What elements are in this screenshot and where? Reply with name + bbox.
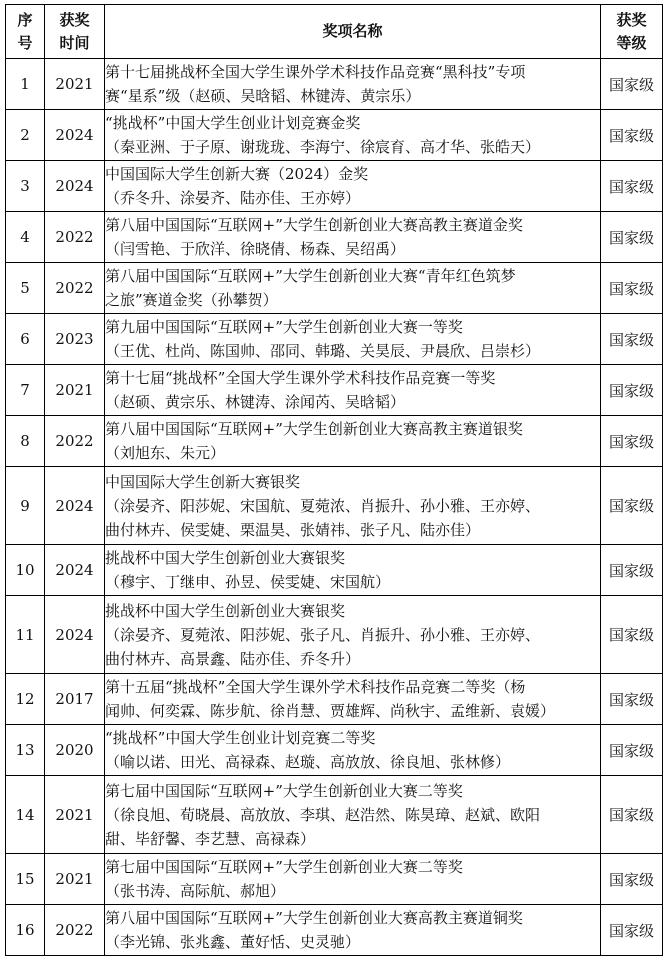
row-year: 2024 [45, 596, 105, 674]
header-grade-line2: 等级 [616, 33, 647, 52]
row-year: 2020 [45, 725, 105, 776]
award-name-line: 挑战杯中国大学生创新创业大赛银奖 [105, 601, 346, 620]
award-name-line: 挑战杯中国大学生创新创业大赛银奖 [105, 549, 346, 567]
header-seq-line2: 号 [17, 33, 33, 52]
table-row [6, 314, 663, 365]
row-seq: 16 [6, 905, 45, 956]
row-seq: 12 [6, 674, 45, 725]
table-row [6, 674, 663, 725]
table-row [6, 776, 663, 854]
table-row [6, 59, 663, 110]
table-row [6, 545, 663, 596]
award-name-line: （张书涛、高际航、郝旭） [105, 882, 286, 900]
table-row [6, 467, 663, 545]
table-row [6, 212, 663, 263]
award-name-line: 闻帅、何奕霖、陈步航、徐肖慧、贾雄辉、尚秋宇、孟维新、袁媛） [105, 702, 556, 720]
award-name-line: （徐良旭、荀晓晨、高放放、李琪、赵浩然、陈昊璋、赵斌、欧阳 [105, 805, 541, 824]
award-name-line: （李光锦、张兆鑫、董好恬、史灵驰） [105, 933, 361, 951]
row-seq: 13 [6, 725, 45, 776]
row-award-name [105, 110, 601, 161]
row-seq: 14 [6, 776, 45, 854]
award-name-line: 第八届中国国际“互联网+”大学生创新创业大赛高教主赛道金奖 [105, 216, 523, 234]
row-award-name [105, 263, 601, 314]
row-year: 2024 [45, 467, 105, 545]
row-award-name [105, 596, 601, 674]
row-grade: 国家级 [601, 545, 663, 596]
row-year: 2022 [45, 416, 105, 467]
row-award-name [105, 365, 601, 416]
row-award-name [105, 467, 601, 545]
row-year: 2021 [45, 776, 105, 854]
header-seq [6, 5, 45, 59]
header-name: 奖项名称 [105, 5, 601, 59]
award-name-line: 赛“星系”级（赵硕、吴晗韬、林键涛、黄宗乐） [105, 87, 421, 105]
row-seq: 5 [6, 263, 45, 314]
award-name-line: （秦亚洲、于子原、谢珑珑、李海宁、徐宸育、高才华、张皓天） [105, 138, 541, 156]
header-time-line2: 时间 [59, 33, 90, 52]
row-award-name [105, 314, 601, 365]
table-row [6, 596, 663, 674]
row-award-name [105, 674, 601, 725]
row-award-name [105, 776, 601, 854]
row-year: 2021 [45, 365, 105, 416]
row-year: 2024 [45, 161, 105, 212]
row-grade: 国家级 [601, 674, 663, 725]
award-name-line: （喻以诺、田光、高禄森、赵璇、高放放、徐良旭、张林修） [105, 753, 511, 771]
header-time-line1: 获奖 [59, 10, 90, 29]
award-name-line: “挑战杯”中国大学生创业计划竞赛二等奖 [105, 729, 376, 747]
row-grade: 国家级 [601, 110, 663, 161]
award-name-line: 中国国际大学生创新大赛（2024）金奖 [105, 165, 369, 183]
row-award-name [105, 854, 601, 905]
row-seq: 10 [6, 545, 45, 596]
row-year: 2017 [45, 674, 105, 725]
row-award-name [105, 212, 601, 263]
row-seq: 4 [6, 212, 45, 263]
award-name-line: 第八届中国国际“互联网+”大学生创新创业大赛“青年红色筑梦 [105, 267, 516, 285]
row-award-name [105, 725, 601, 776]
row-grade: 国家级 [601, 314, 663, 365]
row-grade: 国家级 [601, 596, 663, 674]
row-grade: 国家级 [601, 365, 663, 416]
row-grade: 国家级 [601, 854, 663, 905]
award-name-line: “挑战杯”中国大学生创业计划竞赛金奖 [105, 114, 361, 132]
row-grade: 国家级 [601, 161, 663, 212]
table-row [6, 905, 663, 956]
award-name-line: （闫雪艳、于欣洋、徐晓倩、杨森、吴绍禹） [105, 240, 406, 258]
row-year: 2021 [45, 59, 105, 110]
award-name-line: 甜、毕舒馨、李艺慧、高禄森） [105, 829, 316, 848]
row-seq: 15 [6, 854, 45, 905]
header-time [45, 5, 105, 59]
row-year: 2021 [45, 854, 105, 905]
row-grade: 国家级 [601, 467, 663, 545]
row-grade: 国家级 [601, 776, 663, 854]
award-name-line: （刘旭东、朱元） [105, 444, 226, 462]
award-name-line: （王优、杜尚、陈国帅、邵同、韩璐、关昊辰、尹晨欣、吕崇杉） [105, 342, 541, 360]
award-name-line: 第八届中国国际“互联网+”大学生创新创业大赛高教主赛道银奖 [105, 420, 523, 438]
award-name-line: （赵硕、黄宗乐、林键涛、涂闻芮、吴晗韬） [105, 393, 406, 411]
award-name-line: 第八届中国国际“互联网+”大学生创新创业大赛高教主赛道铜奖 [105, 909, 523, 927]
award-name-line: 第十七届“挑战杯”全国大学生课外学术科技作品竞赛一等奖 [105, 369, 496, 387]
award-name-line: 第七届中国国际“互联网+”大学生创新创业大赛二等奖 [105, 858, 463, 876]
row-award-name [105, 905, 601, 956]
award-name-line: 第十五届“挑战杯”全国大学生课外学术科技作品竞赛二等奖（杨 [105, 678, 526, 696]
table-row [6, 263, 663, 314]
awards-table [5, 4, 663, 956]
header-row [6, 5, 663, 59]
table-row [6, 854, 663, 905]
award-name-line: （乔冬升、涂晏齐、陆亦佳、王亦婷） [105, 189, 361, 207]
row-year: 2024 [45, 110, 105, 161]
row-seq: 11 [6, 596, 45, 674]
table-row [6, 110, 663, 161]
award-name-line: 第九届中国国际“互联网+”大学生创新创业大赛一等奖 [105, 318, 463, 336]
header-seq-line1: 序 [17, 10, 33, 29]
table-row [6, 365, 663, 416]
row-seq: 2 [6, 110, 45, 161]
award-name-line: 之旅”赛道金奖（孙攀贺） [105, 291, 278, 309]
row-award-name [105, 161, 601, 212]
row-seq: 3 [6, 161, 45, 212]
award-name-line: 曲付林卉、高景鑫、陆亦佳、乔冬升） [105, 649, 361, 668]
award-name-line: （涂晏齐、阳莎妮、宋国航、夏菀浓、肖振升、孙小雅、王亦婷、 [105, 496, 541, 515]
award-name-line: 曲付林卉、侯雯婕、栗温昊、张婧祎、张子凡、陆亦佳） [105, 520, 481, 539]
header-grade-line1: 获奖 [616, 10, 647, 29]
row-grade: 国家级 [601, 212, 663, 263]
row-grade: 国家级 [601, 905, 663, 956]
row-seq: 1 [6, 59, 45, 110]
row-seq: 6 [6, 314, 45, 365]
row-grade: 国家级 [601, 59, 663, 110]
award-name-line: 第十七届挑战杯全国大学生课外学术科技作品竞赛“黑科技”专项 [105, 63, 526, 81]
table-row [6, 416, 663, 467]
row-seq: 9 [6, 467, 45, 545]
header-grade [601, 5, 663, 59]
row-year: 2024 [45, 545, 105, 596]
row-year: 2022 [45, 905, 105, 956]
row-seq: 8 [6, 416, 45, 467]
table-row [6, 725, 663, 776]
award-name-line: 中国国际大学生创新大赛银奖 [105, 472, 301, 491]
row-year: 2022 [45, 212, 105, 263]
row-seq: 7 [6, 365, 45, 416]
row-grade: 国家级 [601, 416, 663, 467]
row-grade: 国家级 [601, 725, 663, 776]
row-year: 2023 [45, 314, 105, 365]
award-rows [6, 59, 663, 956]
row-award-name [105, 416, 601, 467]
row-year: 2022 [45, 263, 105, 314]
table-row [6, 161, 663, 212]
award-name-line: （穆宇、丁继申、孙昱、侯雯婕、宋国航） [105, 573, 391, 591]
row-grade: 国家级 [601, 263, 663, 314]
award-name-line: 第七届中国国际“互联网+”大学生创新创业大赛二等奖 [105, 781, 463, 800]
row-award-name [105, 545, 601, 596]
award-name-line: （涂晏齐、夏菀浓、阳莎妮、张子凡、肖振升、孙小雅、王亦婷、 [105, 625, 541, 644]
row-award-name [105, 59, 601, 110]
